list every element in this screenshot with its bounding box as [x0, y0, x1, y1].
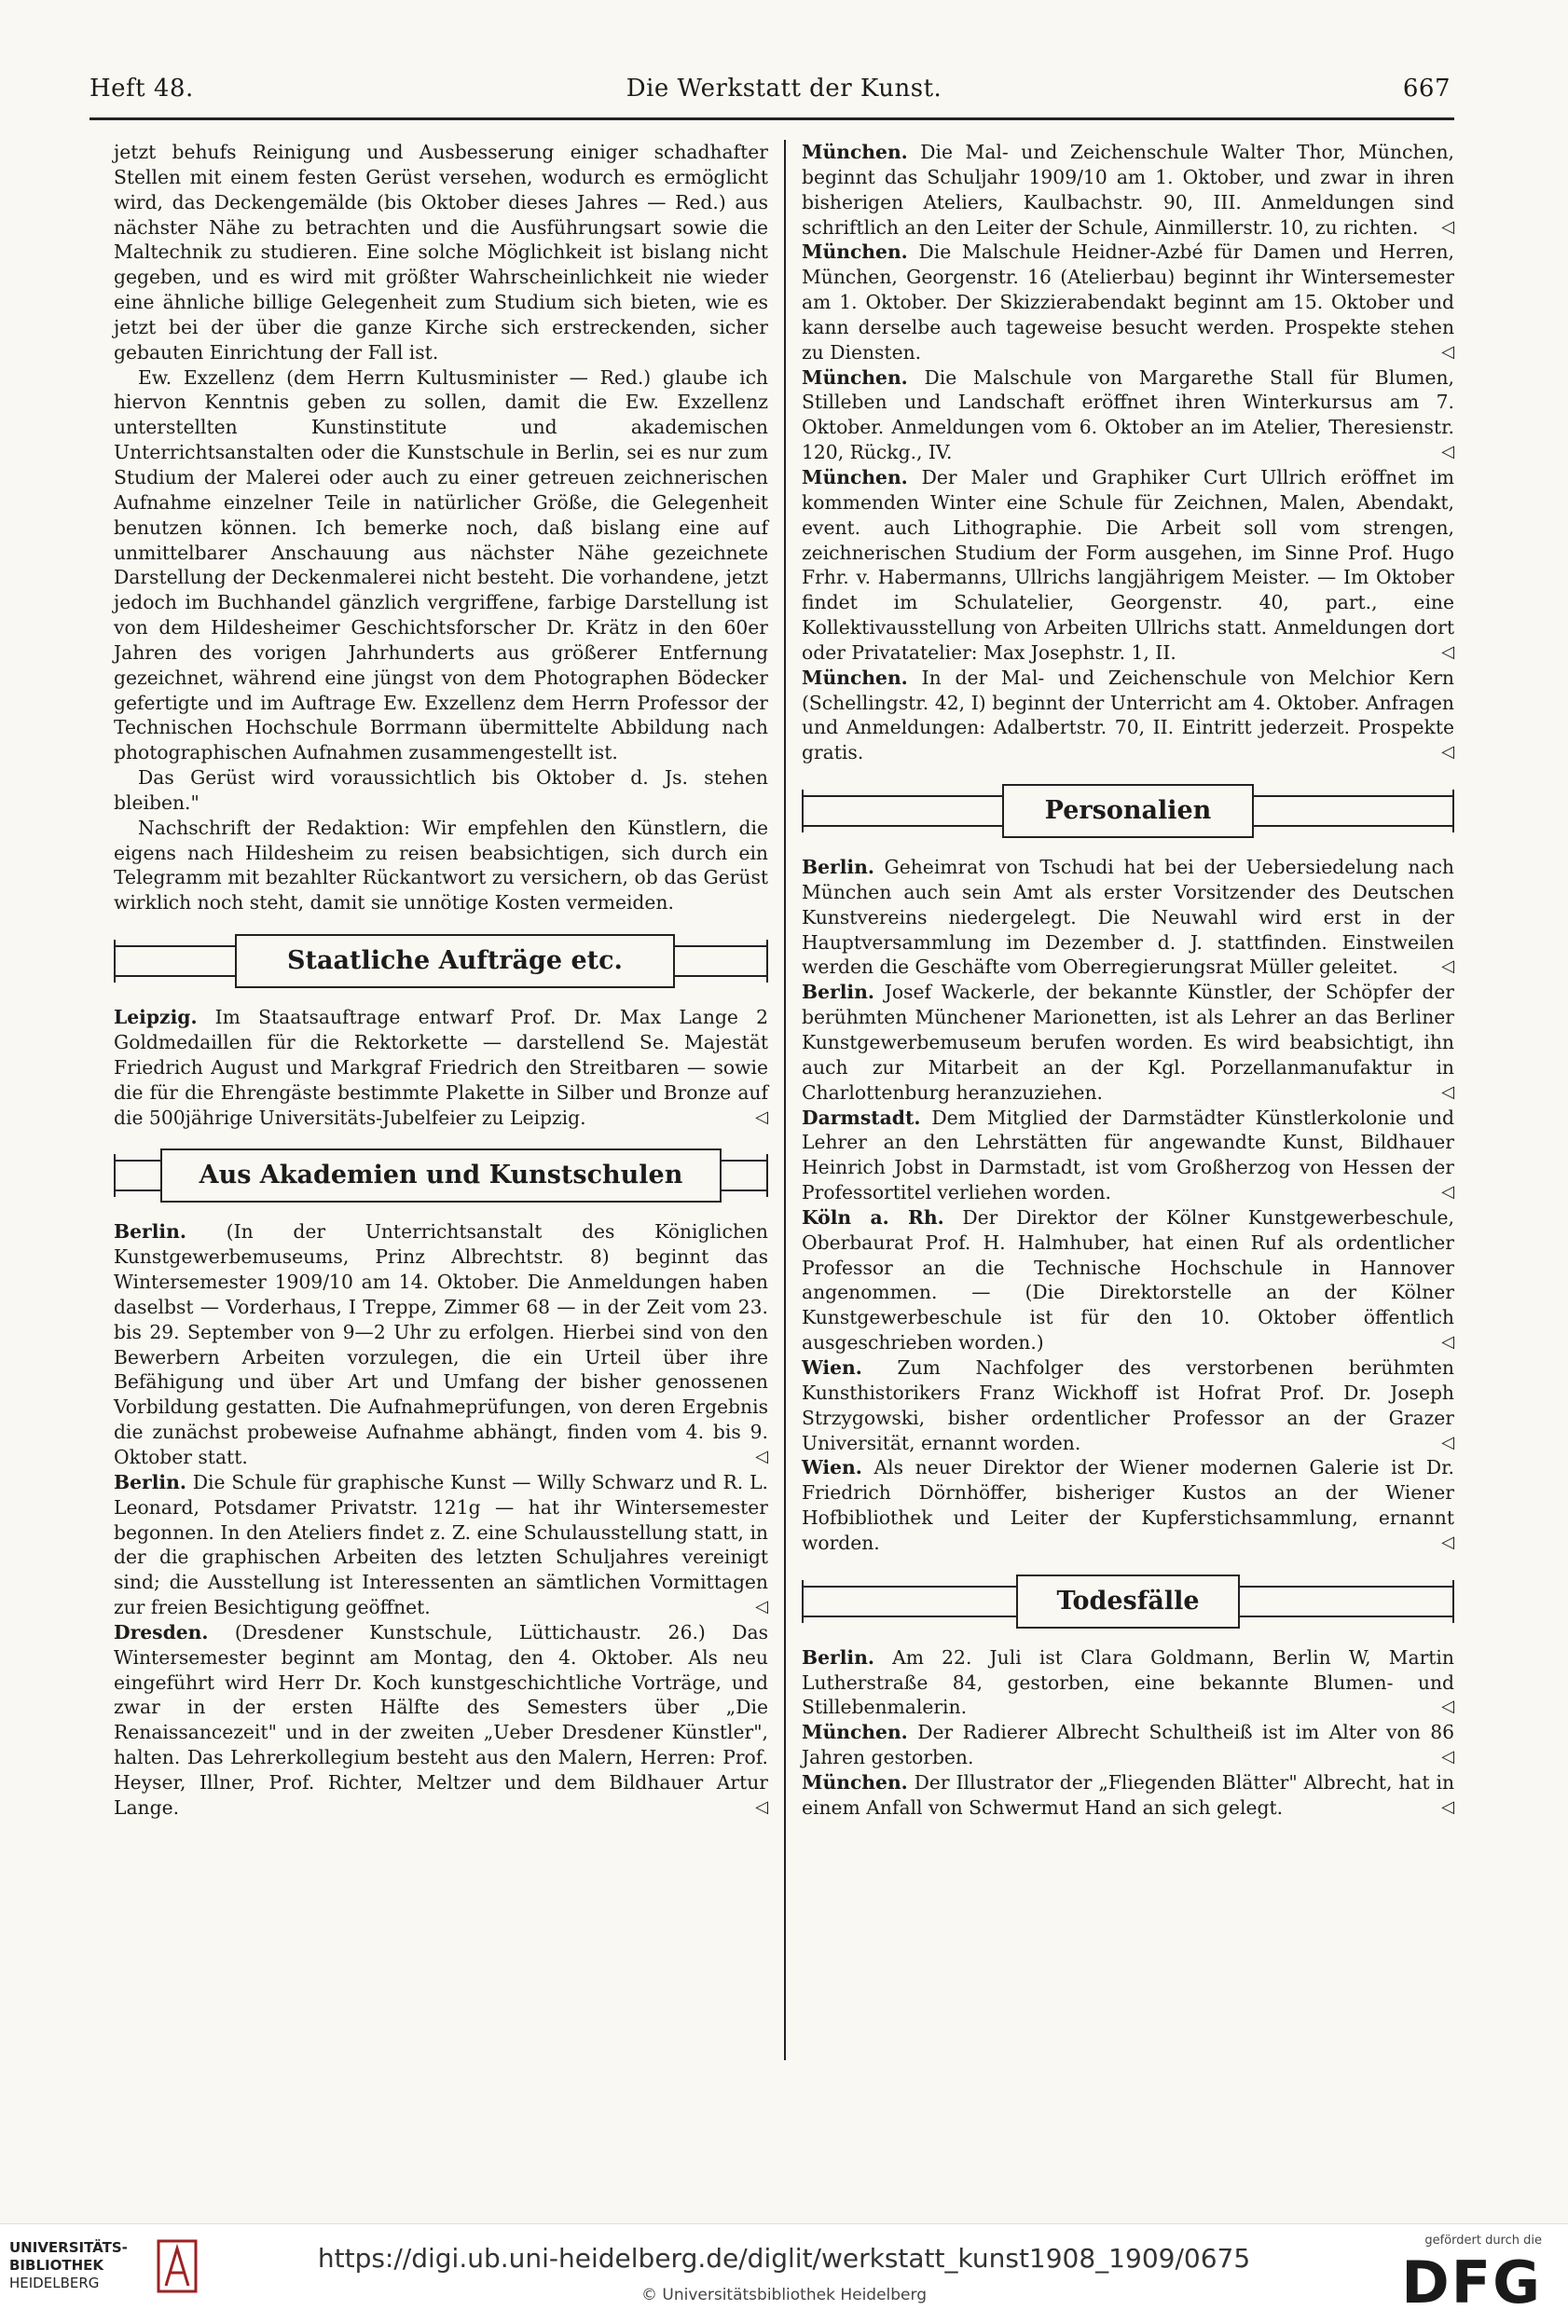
place-name: Berlin.	[114, 1220, 186, 1244]
end-mark-icon: ◁	[1441, 742, 1454, 763]
news-text: Im Staatsauftrage entwarf Prof. Dr. Max Lange 2 Goldmedaillen für die Rektorkette — darstellend Se. Majestät Friedrich August und Markgraf Friedrich den Streitbaren — sowie die für die Ehrengäste bestimmte Plakette in Silber und Bronze auf die 500jährige Universitäts-Jubelfeier zu Leipzig.	[114, 1006, 768, 1129]
place-name: Berlin.	[802, 981, 874, 1004]
news-text: Die Malschule von Margarethe Stall für Blumen, Stilleben und Landschaft eröffnet ihren Winterkursus am 7. Oktober. Anmeldungen vom 6. Oktober an im Atelier, Theresienstr. 120, Rückg., IV.	[802, 365, 1454, 464]
news-text: Die Mal- und Zeichenschule Walter Thor, München, beginnt das Schuljahr 1909/10 am 1. Oktober, und zwar in ihren bisherigen Ateliers, Kaulbachstr. 90, III. Anmeldungen sind schriftlich an den Leiter der Schule, Ainmillerstr. 10, zu richten.	[802, 141, 1454, 239]
news-text: Die Schule für graphische Kunst — Willy Schwarz und R. L. Leonard, Potsdamer Privatstr. 121g — hat ihr Wintersemester begonnen. In den Ateliers findet z. Z. eine Schulausstellung statt, in der die graphischen Arbeiten des letzten Schuljahres vereinigt sind; die Ausstellung ist Interessenten an sämtlichen Vormittagen zur freien Besichtigung geöffnet.	[114, 1470, 768, 1619]
funding-note: gefördert durch die	[1424, 2234, 1542, 2248]
news-item	[802, 666, 1454, 765]
end-mark-icon: ◁	[755, 1107, 768, 1127]
news-text: Zum Nachfolger des verstorbenen berühmten Kunsthistorikers Franz Wickhoff ist Hofrat Prof. Dr. Joseph Strzygowski, bisher ordentlicher Professor an der Grazer Universität, ernannt worden.	[802, 1355, 1454, 1454]
news-item	[802, 1645, 1454, 1721]
end-mark-icon: ◁	[1441, 1432, 1454, 1452]
end-mark-icon: ◁	[1441, 1081, 1454, 1102]
section-heading-todesfaelle	[802, 1575, 1454, 1629]
news-text: In der Mal- und Zeichenschule von Melchior Kern (Schellingstr. 42, I) beginnt der Unterricht am 4. Oktober. Anfragen und Anmeldungen: Adalbertstr. 70, II. Eintritt jederzeit. Prospekte gratis.	[802, 666, 1454, 764]
news-text: Josef Wackerle, der bekannte Künstler, der Schöpfer der berühmten Münchener Marionetten, ist als Lehrer an das Berliner Kunstgewerbemuseum berufen worden. Es wird beabsichtigt, ihn auch zur Mitarbeit an der Kgl. Porzellanmanufaktur in Charlottenburg heranzuziehen.	[802, 981, 1455, 1104]
place-name: Darmstadt.	[802, 1106, 921, 1129]
place-name: München.	[802, 465, 908, 488]
news-item	[802, 240, 1454, 364]
news-item	[802, 465, 1454, 666]
news-item	[802, 1720, 1454, 1770]
news-item	[802, 855, 1454, 980]
end-mark-icon: ◁	[1441, 641, 1454, 662]
place-name: Wien.	[802, 1456, 862, 1479]
news-item	[114, 1620, 768, 1821]
end-mark-icon: ◁	[1441, 1332, 1454, 1353]
section-heading-personalien	[802, 784, 1454, 838]
place-name: Wien.	[802, 1355, 862, 1379]
end-mark-icon: ◁	[1441, 341, 1454, 362]
news-item	[802, 365, 1454, 465]
place-name: München.	[802, 1721, 908, 1744]
news-item	[802, 1455, 1454, 1555]
news-item	[802, 1770, 1454, 1821]
news-item	[114, 1005, 768, 1130]
end-mark-icon: ◁	[755, 1597, 768, 1617]
news-text: Die Malschule Heidner-Azbé für Damen und Herren, München, Georgenstr. 16 (Atelierbau) beginnt ihr Wintersemester am 1. Oktober. Der Skizzierabendakt beginnt am 15. Oktober und kann derselbe auch tageweise besucht werden. Prospekte stehen zu Diensten.	[802, 241, 1454, 364]
end-mark-icon: ◁	[1441, 1747, 1454, 1767]
place-name: München.	[802, 141, 908, 163]
news-text: (In der Unterrichtsanstalt des Königlichen Kunstgewerbemuseums, Prinz Albrechtstr. 8) beginnt das Wintersemester 1909/10 am 14. Oktober. Die Anmeldungen haben daselbst — Vorderhaus, I Treppe, Zimmer 68 — in der Zeit vom 23. bis 29. September von 9—2 Uhr zu erfolgen. Hierbei sind von den Bewerbern Arbeiten vorzulegen, die ein Urteil über ihre Befähigung und über Art und Umfang der bisher genossenen Vorbildung gestatten. Die Aufnahmeprüfungen, von deren Ergebnis die zunächst probeweise Aufnahme abhängt, finden vom 4. bis 9. Oktober statt.	[114, 1220, 768, 1468]
news-item	[802, 140, 1454, 240]
place-name: Berlin.	[114, 1470, 186, 1493]
news-text: Der Maler und Graphiker Curt Ullrich eröffnet im kommenden Winter eine Schule für Zeichnen, Malen, Abendakt, event. auch Lithographie. Die Arbeit soll vom strengen, zeichnerischen Studium der Form ausgehen, im Sinne Prof. Hugo Frhr. v. Habermanns, Ullrichs langjährigem Meister. — Im Oktober findet im Schulatelier, Georgenstr. 40, part., eine Kollektivausstellung von Arbeiten Ullrichs statt. Anmeldungen dort oder Privatatelier: Max Josephstr. 1, II.	[802, 465, 1454, 664]
news-item	[802, 1355, 1454, 1455]
section-title: Personalien	[1002, 784, 1254, 838]
end-mark-icon: ◁	[1441, 442, 1454, 462]
news-item	[114, 1219, 768, 1469]
end-mark-icon: ◁	[1441, 1182, 1454, 1203]
end-mark-icon: ◁	[1441, 1796, 1454, 1817]
news-item	[114, 1470, 768, 1620]
page-url-link[interactable]: https://digi.ub.uni-heidelberg.de/diglit/werkstatt_kunst1908_1909/0675	[317, 2243, 1251, 2274]
place-name: München.	[802, 365, 908, 389]
library-name-line: UNIVERSITÄTS-	[9, 2239, 128, 2256]
place-name: München.	[802, 241, 908, 264]
place-name: Berlin.	[802, 856, 874, 879]
end-mark-icon: ◁	[1441, 1532, 1454, 1552]
news-text: Geheimrat von Tschudi hat bei der Uebersiedelung nach München auch sein Amt als erster Vorsitzender des Deutschen Kunstvereins niedergelegt. Die Neuwahl wird erst in der Hauptversammlung im Dezember d. J. stattfinden. Einstweilen werden die Geschäfte vom Oberregierungsrat Müller geleitet.	[802, 856, 1454, 979]
editorial-note: Nachschrift der Redaktion: Wir empfehlen den Künstlern, die eigens nach Hildesheim zu reisen beabsichtigen, sich durch ein Telegramm mit bezahlter Rückantwort zu versichern, ob das Gerüst wirklich noch steht, damit sie unnötige Kosten vermeiden.	[114, 816, 768, 914]
section-heading-akademien	[114, 1148, 768, 1203]
digitization-footer	[0, 2223, 1568, 2324]
news-text: Dem Mitglied der Darmstädter Künstlerkolonie und Lehrer an den Lehrstätten für angewandte Kunst, Bildhauer Heinrich Jobst in Darmstadt, ist vom Großherzog von Hessen der Professortitel verliehen worden.	[802, 1106, 1454, 1204]
place-name: Berlin.	[802, 1645, 874, 1669]
journal-title: Die Werkstatt der Kunst.	[626, 75, 942, 103]
place-name: München.	[802, 666, 908, 689]
library-name-line: HEIDELBERG	[9, 2275, 100, 2291]
section-title: Aus Akademien und Kunstschulen	[160, 1148, 722, 1203]
end-mark-icon: ◁	[755, 1796, 768, 1817]
right-column	[802, 140, 1454, 1821]
dfg-logo[interactable]: DFG	[1401, 2248, 1542, 2317]
news-text: Als neuer Direktor der Wiener modernen Galerie ist Dr. Friedrich Dörnhöffer, bisheriger Kustos an der Wiener Hofbibliothek und Leiter der Kupferstichsammlung, ernannt worden.	[802, 1456, 1454, 1554]
place-name: Leipzig.	[114, 1006, 198, 1029]
copyright-text: © Universitätsbibliothek Heidelberg	[640, 2286, 927, 2304]
place-name: Dresden.	[114, 1620, 209, 1643]
section-title: Todesfälle	[1016, 1575, 1240, 1629]
news-item	[802, 1106, 1454, 1205]
paragraph: Ew. Exzellenz (dem Herrn Kultusminister — Red.) glaube ich hiervon Kenntnis geben zu sollen, damit die Ew. Exzellenz unterstellten Kunstinstitute und akademischen Unterrichtsanstalten oder die Kunstschule in Berlin, sei es nur zum Studium der Malerei oder auch zu einer getreuen zeichnerischen Aufnahme einzelner Teile in natürlicher Größe, die Gelegenheit benutzen können. Ich bemerke noch, daß bislang eine auf unmittelbarer Anschauung aus nächster Nähe gezeichnete Darstellung der Deckenmalerei nicht besteht. Die vorhandene, jetzt jedoch im Buchhandel gänzlich vergriffene, farbige Darstellung ist von dem Hildesheimer Geschichtsforscher Dr. Krätz in den 60er Jahren des vorigen Jahrhunderts aus größerer Entfernung gezeichnet, während eine jüngst von dem Photographen Bödecker gefertigte und im Auftrage Ew. Exzellenz dem Herrn Professor der Technischen Hochschule Borrmann übermittelte Abbildung nach photographischen Aufnahmen zusammengestellt ist.	[114, 365, 768, 764]
paragraph: jetzt behufs Reinigung und Ausbesserung einiger schadhafter Stellen mit einem festen Gerüst versehen, wodurch es ermöglicht wird, das Deckengemälde (bis Oktober dieses Jahres — Red.) aus nächster Nähe zu betrachten und die Ausführungsart sowie die Maltechnik zu studieren. Eine solche Möglichkeit ist bislang nicht gegeben, und es wird mit größter Wahrscheinlichkeit nie wieder eine ähnliche billige Gelegenheit zum Studium sich bieten, wie es jetzt bei der über die ganze Kirche sich erstreckenden, sicher gebauten Einrichtung der Fall ist.	[114, 141, 768, 364]
news-text: Der Direktor der Kölner Kunstgewerbeschule, Oberbaurat Prof. H. Halmhuber, hat einen Ruf als ordentlicher Professor an die Technische Hochschule in Hannover angenommen. — (Die Direktorstelle an der Kölner Kunstgewerbeschule ist für den 10. Oktober öffentlich ausgeschrieben worden.)	[802, 1205, 1454, 1355]
news-text: (Dresdener Kunstschule, Lüttichaustr. 26.) Das Wintersemester beginnt am Montag, den 4. Oktober. Als neu eingeführt wird Herr Dr. Koch kunstgeschichtliche Vorträge, und zwar in der ersten Hälfte des Semesters über „Die Renaissancezeit" und in der zweiten „Ueber Dresdener Künstler", halten. Das Lehrerkollegium besteht aus den Malern, Herren: Prof. Heyser, Illner, Prof. Richter, Meltzer und dem Bildhauer Artur Lange.	[114, 1620, 768, 1819]
end-mark-icon: ◁	[1441, 956, 1454, 977]
library-name-line: BIBLIOTHEK	[9, 2257, 103, 2274]
column-divider	[784, 140, 786, 2060]
news-text: Der Illustrator der „Fliegenden Blätter" Albrecht, hat in einem Anfall von Schwermut Hand an sich gelegt.	[802, 1770, 1455, 1819]
news-text: Der Radierer Albrecht Schultheiß ist im Alter von 86 Jahren gestorben.	[802, 1721, 1455, 1769]
issue-number: Heft 48.	[89, 75, 194, 103]
page-number: 667	[1402, 75, 1451, 103]
header-rule	[89, 117, 1454, 120]
news-text: Am 22. Juli ist Clara Goldmann, Berlin W, Martin Lutherstraße 84, gestorben, eine bekannte Blumen- und Stillebenmalerin.	[802, 1645, 1454, 1719]
end-mark-icon: ◁	[755, 1446, 768, 1466]
news-item	[802, 1205, 1454, 1355]
section-title: Staatliche Aufträge etc.	[235, 934, 675, 988]
section-heading-staatliche-auftraege	[114, 934, 768, 988]
paragraph: Das Gerüst wird voraussichtlich bis Oktober d. Js. stehen bleiben."	[114, 766, 768, 814]
end-mark-icon: ◁	[1441, 1697, 1454, 1717]
left-column	[114, 140, 768, 1821]
place-name: München.	[802, 1770, 908, 1794]
news-item	[802, 980, 1454, 1105]
place-name: Köln a. Rh.	[802, 1205, 944, 1229]
end-mark-icon: ◁	[1441, 216, 1454, 237]
